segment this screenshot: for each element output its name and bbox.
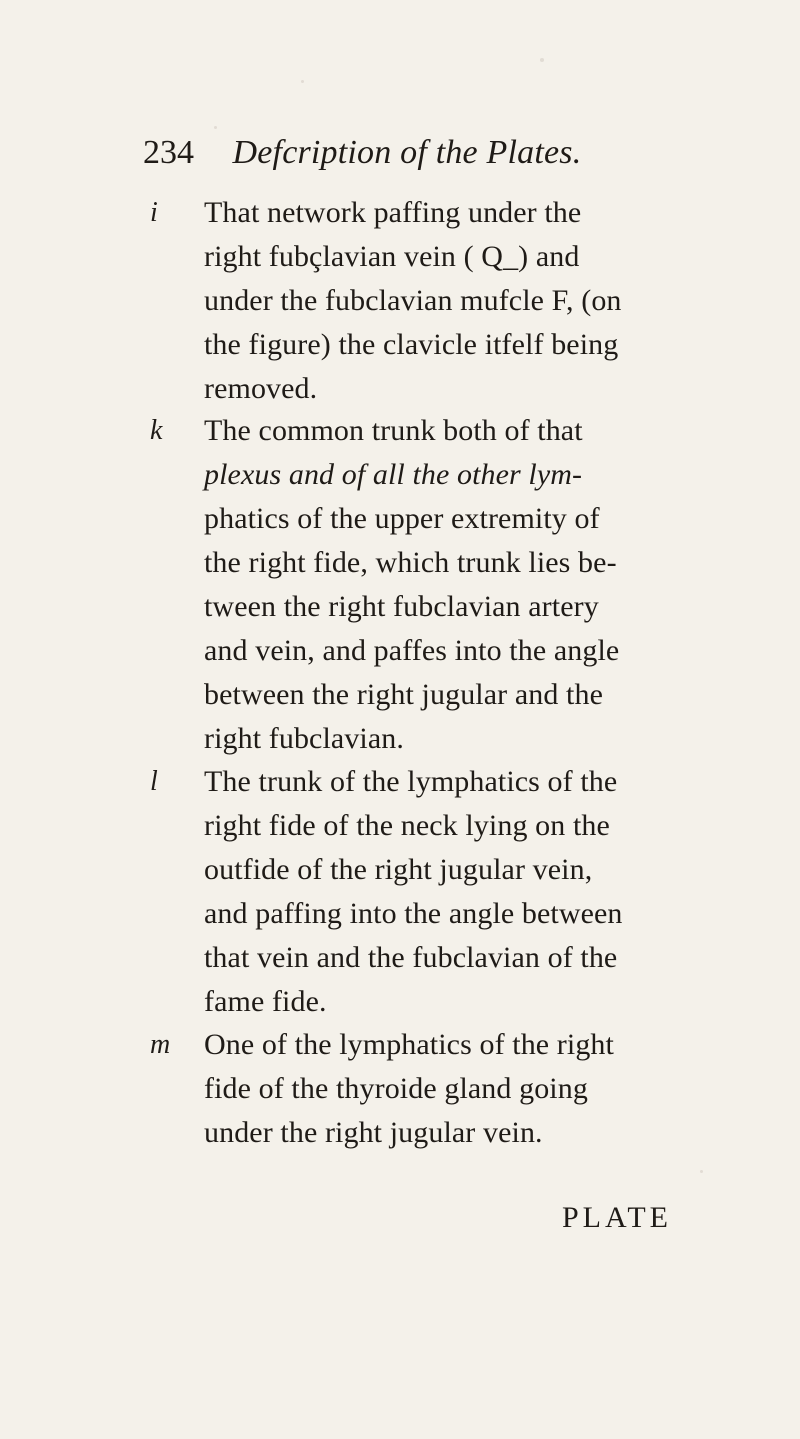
entry-letter: l [150, 766, 158, 797]
entry-line: the figure) the clavicle itfelf being [204, 328, 619, 361]
entry-line: removed. [204, 372, 318, 405]
catchword: PLATE [562, 1201, 672, 1234]
entry-line: The trunk of the lymphatics of the [204, 765, 618, 798]
entry-line: phatics of the upper extremity of [204, 502, 600, 535]
entry-line: The common trunk both of that [204, 414, 583, 447]
entry-line: fide of the thyroide gland going [204, 1072, 588, 1105]
page-number: 234 [143, 134, 194, 171]
entry-line: That network paffing under the [204, 196, 582, 229]
entry-letter: k [150, 415, 163, 446]
paper-spot [700, 1170, 703, 1173]
entry-letter: i [150, 197, 158, 228]
entry-line: and paffing into the angle between [204, 897, 623, 930]
running-title: Defcription of the Plates. [232, 134, 582, 171]
entry-line: right fide of the neck lying on the [204, 809, 610, 842]
entry-line: the right fide, which trunk lies be- [204, 546, 617, 579]
entry-line: under the right jugular vein. [204, 1116, 543, 1149]
entry-line: between the right jugular and the [204, 678, 603, 711]
entry-line: that vein and the fubclavian of the [204, 941, 618, 974]
entry-letter: m [150, 1029, 171, 1060]
entry-line: One of the lymphatics of the right [204, 1028, 614, 1061]
paper-spot [301, 80, 304, 83]
entry-line: right fubçlavian vein ( Q_) and [204, 240, 580, 273]
entry-line: tween the right fubclavian artery [204, 590, 599, 623]
entry-line: and vein, and paffes into the angle [204, 634, 620, 667]
entry-line: plexus and of all the other lym- [204, 458, 583, 491]
entry-line: outfide of the right jugular vein, [204, 853, 593, 886]
paper-spot [540, 58, 544, 62]
entry-line: under the fubclavian mufcle F, (on [204, 284, 622, 317]
entry-line: fame fide. [204, 985, 327, 1018]
entry-line: right fubclavian. [204, 722, 404, 755]
page-header [143, 127, 581, 179]
